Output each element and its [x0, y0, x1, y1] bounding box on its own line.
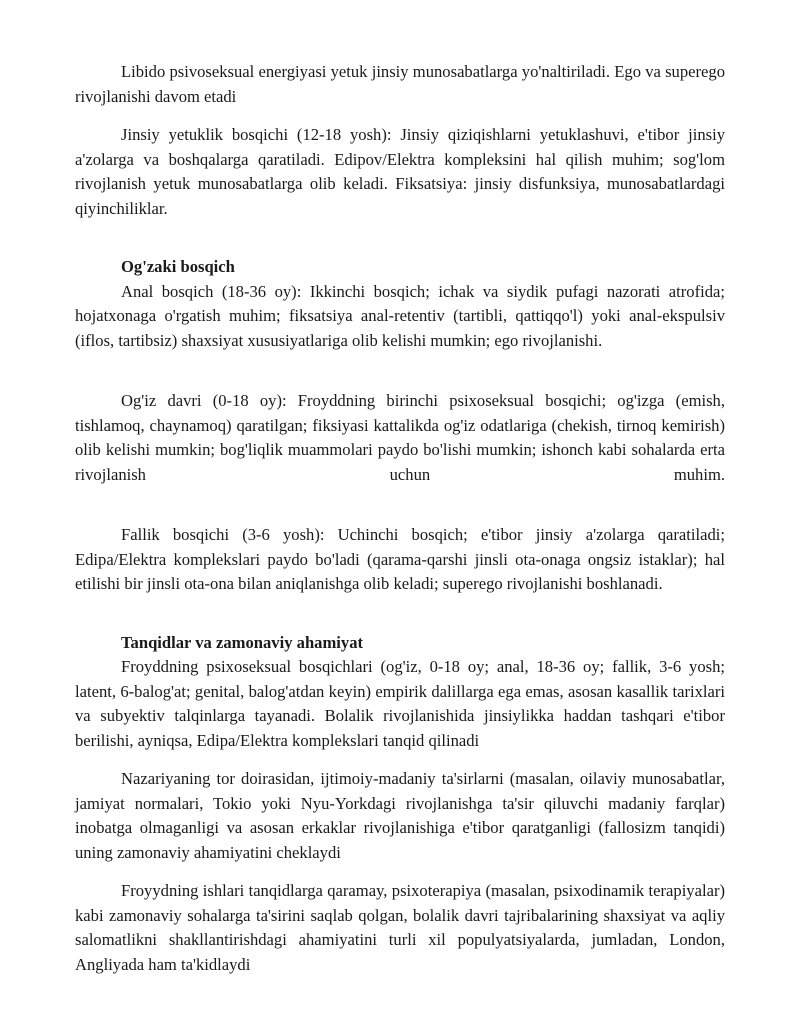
- paragraph-libido: Libido psivoseksual energiyasi yetuk jinsiy munosabatlarga yo'naltiriladi. Ego va superego rivojlanishi davom etadi: [75, 62, 725, 106]
- heading-oral-stage: Og'zaki bosqich: [121, 257, 235, 276]
- paragraph-genital-stage: Jinsiy yetuklik bosqichi (12-18 yosh): Jinsiy qiziqishlarni yetuklashuvi, e'tibor jinsiy a'zolarga va boshqalarga qaratiladi. Edipov/Elektra kompleksini hal qilish muhim; sog'lom rivojlanish yetuk munosabatlarga olib keladi. Fiksatsiya: jinsiy disfunksiya, munosabatlardagi qiyinchiliklar.: [75, 125, 725, 218]
- document-page: [75, 60, 725, 977]
- paragraph-anal-stage: Anal bosqich (18-36 oy): Ikkinchi bosqich; ichak va siydik pufagi nazorati atrofida; hojatxonaga o'rgatish muhim; fiksatsiya anal-retentiv (tartibli, qattiqqo'l) yoki anal-ekspulsiv (iflos, tartibsiz) shaxsiyat xususiyatlariga olib kelishi mumkin; ego rivojlanishi.: [75, 281, 725, 350]
- paragraph-psychosexual-stages: Froyddning psixoseksual bosqichlari (og'iz, 0-18 oy; anal, 18-36 oy; fallik, 3-6 yosh; latent, 6-balog'at; genital, balog'atdan keyin) empirik dalillarga ega emas, asosan kasallik tarixlari va subyektiv talqinlarga tayanadi. Bolalik rivojlanishida jinsiylikka haddan tashqari e'tibor berilishi, ayniqsa, Edipa/Elektra komplekslari tanqid qilinadi: [75, 657, 725, 750]
- paragraph-modern-influence: Froyydning ishlari tanqidlarga qaramay, psixoterapiya (masalan, psixodinamik terapiyalar) kabi zamonaviy sohalarga ta'sirini saqlab qolgan, bolalik davri tajribalarining shaxsiyat va aqliy salomatlikni shakllantirishdagi ahamiyatini turli xil populyatsiyalarda, jumladan, London, Angliyada ham ta'kidlaydi: [75, 881, 725, 974]
- heading-criticism: Tanqidlar va zamonaviy ahamiyat: [121, 632, 364, 652]
- paragraph-narrow-scope: Nazariyaning tor doirasidan, ijtimoiy-madaniy ta'sirlarni (masalan, oilaviy munosabatlar, jamiyat normalari, Tokio yoki Nyu-Yorkdagi rivojlanishga ta'sir qiluvchi madaniy farqlar) inobatga olmaganligi va asosan erkaklar rivojlanishiga e'tibor qaratganligi (fallosizm tanqidi) uning zamonaviy ahamiyatini cheklaydi: [75, 769, 725, 862]
- paragraph-phallic-stage: Fallik bosqichi (3-6 yosh): Uchinchi bosqich; e'tibor jinsiy a'zolarga qaratiladi; Edipa/Elektra komplekslari paydo bo'ladi (qarama-qarshi jinsli ota-onaga ongsiz istaklar); hal etilishi bir jinsli ota-ona bilan aniqlanishga olib keladi; superego rivojlanishi boshlanadi.: [75, 525, 725, 593]
- paragraph-oral-period: Og'iz davri (0-18 oy): Froyddning birinchi psixoseksual bosqichi; og'izga (emish, tishlamoq, chaynamoq) qaratilgan; fiksiyasi kattalikda og'iz odatlariga (chekish, tirnoq kemirish) olib kelishi mumkin; bog'liqlik muammolari paydo bo'lishi mumkin; ishonch kabi sohalarda erta rivojlanish uchun muhim.: [75, 391, 725, 484]
